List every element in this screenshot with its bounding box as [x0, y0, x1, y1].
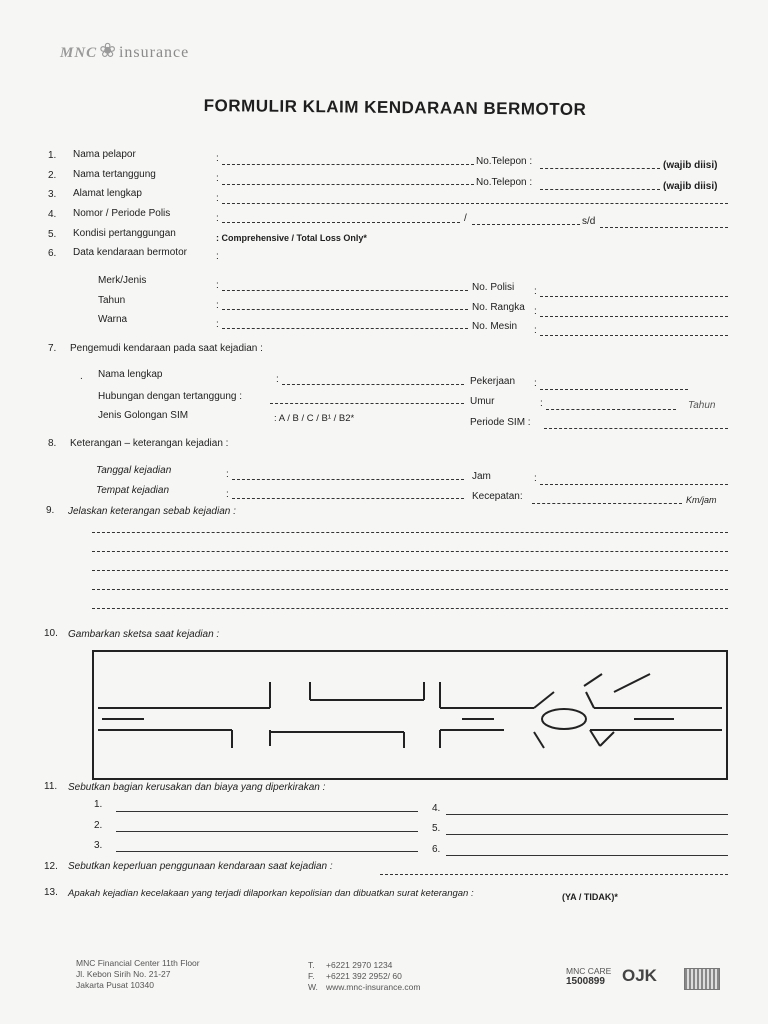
footer-contact-values: +6221 2970 1234 +6221 392 2952/ 60 www.mnc-insurance.com — [326, 960, 421, 992]
item-5-label: Kondisi pertanggungan — [73, 228, 176, 239]
item-10-label: Gambarkan sketsa saat kejadian : — [68, 629, 220, 640]
kecepatan-label: Kecepatan: — [472, 491, 523, 502]
item-3-number: 3. — [48, 189, 57, 200]
sebab-line-3[interactable] — [92, 570, 728, 571]
logo-text: insurance — [118, 44, 190, 61]
kerusakan-3-field[interactable] — [116, 851, 418, 852]
jam-field[interactable] — [540, 484, 728, 485]
item-8-label: Keterangan – keterangan kejadian : — [70, 438, 229, 449]
pengemudi-nama-field[interactable] — [282, 384, 464, 385]
ojk-logo: OJK — [622, 966, 657, 985]
item-1-phone-label: No.Telepon : — [476, 156, 533, 167]
tanggal-label: Tanggal kejadian — [96, 465, 172, 476]
kerusakan-2-field[interactable] — [116, 831, 418, 832]
pekerjaan-field[interactable] — [540, 389, 688, 390]
sebab-line-2[interactable] — [92, 551, 728, 552]
item-1-required-note: (wajib diisi) — [663, 160, 718, 171]
tertanggung-phone-field[interactable] — [540, 189, 660, 190]
item-4-slash: / — [464, 213, 467, 224]
merk-label: Merk/Jenis — [98, 275, 147, 286]
umur-label: Umur — [470, 396, 495, 407]
item-2-label: Nama tertanggung — [73, 169, 156, 180]
tahun-label: Tahun — [98, 295, 126, 306]
merk-field[interactable] — [222, 290, 468, 291]
kerusakan-2-number: 2. — [94, 820, 103, 831]
nama-pelapor-field[interactable] — [222, 164, 474, 165]
footer-contact-labels: T. F. W. — [308, 960, 318, 992]
tempat-field[interactable] — [232, 498, 464, 499]
kerusakan-4-field[interactable] — [446, 814, 728, 815]
periode-end-field[interactable] — [600, 227, 728, 228]
periode-sim-label: Periode SIM : — [470, 417, 531, 428]
jam-label: Jam — [472, 471, 491, 482]
polisi-label: No. Polisi — [472, 282, 515, 293]
no-rangka-field[interactable] — [540, 316, 728, 317]
tempat-label: Tempat kejadian — [96, 485, 170, 496]
nama-tertanggung-field[interactable] — [222, 184, 474, 185]
warna-label: Warna — [98, 314, 128, 325]
sebab-line-1[interactable] — [92, 532, 728, 533]
item-11-number: 11. — [44, 781, 58, 792]
item-4-number: 4. — [48, 209, 57, 220]
tahun-field[interactable] — [222, 309, 468, 310]
item-4-label: Nomor / Periode Polis — [73, 208, 171, 219]
road-sketch-diagram — [94, 652, 726, 778]
page-title: FORMULIR KLAIM KENDARAAN BERMOTOR — [203, 95, 587, 120]
kerusakan-4-number: 4. — [432, 803, 441, 814]
footer-website-link[interactable]: www.mnc-insurance.com — [326, 982, 421, 992]
item-13-label: Apakah kejadian kecelakaan yang terjadi dilaporkan kepolisian dan dibuatkan surat keterangan : — [68, 888, 474, 899]
item-5-number: 5. — [48, 229, 57, 240]
kondisi-pertanggungan-value: : Comprehensive / Total Loss Only* — [216, 233, 367, 243]
periode-start-field[interactable] — [472, 224, 580, 225]
kerusakan-3-number: 3. — [94, 840, 103, 851]
sim-label: Jenis Golongan SIM — [98, 410, 189, 421]
item-1-label: Nama pelapor — [73, 149, 136, 160]
warna-field[interactable] — [222, 328, 468, 329]
item-12-label: Sebutkan keperluan penggunaan kendaraan saat kejadian : — [68, 861, 333, 872]
footer-care-number: 1500899 — [566, 976, 605, 987]
company-logo — [60, 38, 189, 63]
item-11-label: Sebutkan bagian kerusakan dan biaya yang diperkirakan : — [68, 782, 326, 793]
item-10-number: 10. — [44, 628, 58, 639]
sebab-line-5[interactable] — [92, 608, 728, 609]
kerusakan-6-number: 6. — [432, 844, 441, 855]
kerusakan-1-number: 1. — [94, 799, 103, 810]
sebab-line-4[interactable] — [92, 589, 728, 590]
pelapor-phone-field[interactable] — [540, 168, 660, 169]
kecepatan-field[interactable] — [532, 503, 682, 504]
item-12-number: 12. — [44, 861, 58, 872]
item-6-label: Data kendaraan bermotor — [73, 247, 187, 258]
hubungan-field[interactable] — [270, 403, 464, 404]
tahun-unit: Tahun — [688, 400, 716, 411]
kmjam-unit: Km/jam — [686, 495, 717, 505]
umur-field[interactable] — [546, 409, 676, 410]
kerusakan-1-field[interactable] — [116, 811, 418, 812]
rangka-label: No. Rangka — [472, 302, 525, 313]
item-9-label: Jelaskan keterangan sebab kejadian : — [68, 506, 236, 517]
hubungan-label: Hubungan dengan tertanggung : — [98, 391, 243, 402]
no-polisi-field[interactable] — [540, 296, 728, 297]
sketch-area[interactable] — [92, 650, 728, 780]
kerusakan-5-number: 5. — [432, 823, 441, 834]
keperluan-field[interactable] — [380, 874, 728, 875]
pekerjaan-label: Pekerjaan — [470, 376, 516, 387]
item-2-phone-label: No.Telepon : — [476, 177, 533, 188]
kerusakan-5-field[interactable] — [446, 834, 728, 835]
item-7-label: Pengemudi kendaraan pada saat kejadian : — [70, 343, 263, 354]
item-1-number: 1. — [48, 150, 57, 161]
item-2-number: 2. — [48, 170, 57, 181]
item-7-number: 7. — [48, 343, 57, 354]
item-13-value: (YA / TIDAK)* — [562, 892, 618, 902]
item-6-number: 6. — [48, 248, 57, 259]
nama-lengkap-label: Nama lengkap — [98, 369, 163, 380]
item-2-required-note: (wajib diisi) — [663, 181, 718, 192]
logo-swirl-icon: ❀ — [99, 40, 117, 62]
footer-care-label: MNC CARE — [566, 966, 612, 976]
certification-badge-icon — [684, 968, 720, 990]
kerusakan-6-field[interactable] — [446, 855, 728, 856]
logo-mark: MNC — [60, 45, 98, 61]
tanggal-field[interactable] — [232, 479, 464, 480]
sim-value: : A / B / C / B¹ / B2* — [274, 413, 355, 424]
polis-number-field[interactable] — [222, 222, 460, 223]
item-8-number: 8. — [48, 438, 57, 449]
item-6-colon: : — [216, 251, 219, 262]
item-3-label: Alamat lengkap — [73, 188, 142, 199]
alamat-field[interactable] — [222, 203, 728, 204]
no-mesin-field[interactable] — [540, 335, 728, 336]
item-13-number: 13. — [44, 887, 58, 898]
item-4-sd: s/d — [582, 216, 596, 227]
periode-sim-field[interactable] — [544, 428, 728, 429]
mesin-label: No. Mesin — [472, 321, 518, 332]
footer-address: MNC Financial Center 11th Floor Jl. Kebon Sirih No. 21-27 Jakarta Pusat 10340 — [76, 958, 200, 990]
item-9-number: 9. — [46, 505, 55, 516]
